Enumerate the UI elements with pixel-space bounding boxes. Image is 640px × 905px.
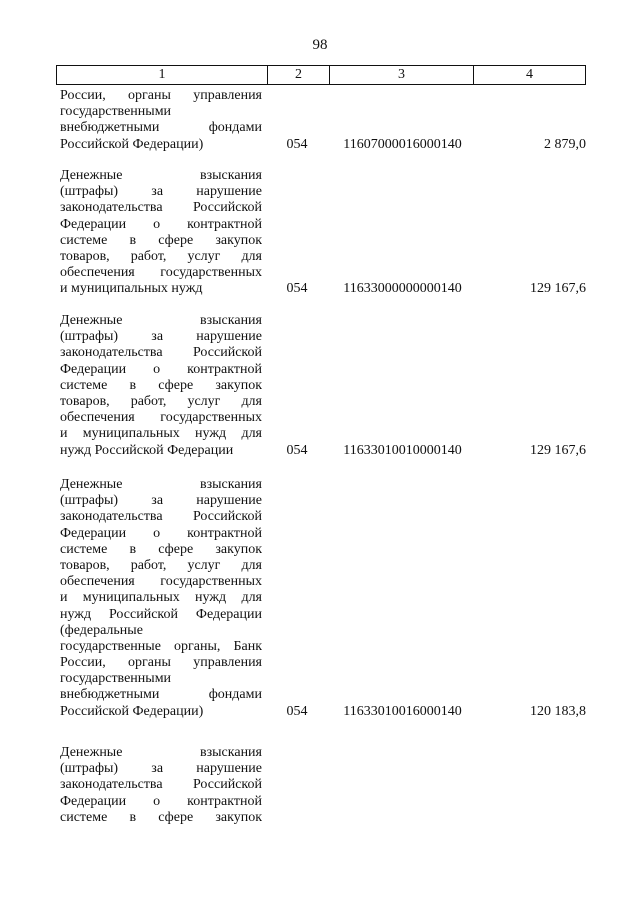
budget-class-code: 11633010016000140: [343, 703, 462, 719]
row-description: [60, 168, 262, 298]
description-line: России, органы управления: [60, 655, 262, 671]
description-line: товаров, работ, услуг для: [60, 248, 262, 264]
column-header-3: 3: [398, 67, 405, 82]
description-line: Денежные взыскания: [60, 745, 262, 760]
row-description: [60, 477, 262, 720]
column-header-row: [56, 65, 586, 85]
admin-code: 054: [286, 281, 308, 297]
description-line: Российской Федерации): [60, 703, 204, 719]
description-line: товаров, работ, услуг для: [60, 393, 262, 409]
description-line: системе в сфере закупок: [60, 809, 262, 825]
description-line: (штрафы) за нарушение: [60, 493, 262, 509]
description-line: обеспечения государственных: [60, 265, 262, 281]
description-line: государственные органы, Банк: [60, 638, 262, 654]
budget-class-code: 11633000000000140: [343, 281, 462, 297]
description-line: Денежные взыскания: [60, 168, 262, 183]
column-header-2: 2: [295, 67, 302, 82]
description-line: системе в сфере закупок: [60, 541, 262, 557]
description-line: России, органы управления: [60, 88, 262, 103]
description-line: и муниципальных нужд для: [60, 590, 262, 606]
row-description: [60, 88, 262, 153]
description-line: и муниципальных нужд: [60, 281, 203, 297]
description-line: (штрафы) за нарушение: [60, 329, 262, 345]
description-line: законодательства Российской: [60, 777, 262, 793]
description-line: государственными: [60, 104, 172, 120]
description-line: нужд Российской Федерации: [60, 442, 234, 458]
column-header-1: 1: [158, 67, 166, 82]
amount: 2 879,0: [544, 136, 586, 152]
admin-code: 054: [286, 442, 308, 458]
description-line: Денежные взыскания: [60, 313, 262, 328]
description-line: Федерации о контрактной: [60, 361, 262, 377]
description-line: законодательства Российской: [60, 345, 262, 361]
row-description: [60, 745, 262, 826]
description-line: Федерации о контрактной: [60, 525, 262, 541]
description-line: (федеральные: [60, 622, 143, 638]
amount: 129 167,6: [530, 442, 586, 458]
page-number: 98: [312, 37, 328, 53]
description-line: законодательства Российской: [60, 509, 262, 525]
description-line: внебюджетными фондами: [60, 687, 262, 703]
description-line: (штрафы) за нарушение: [60, 184, 262, 200]
budget-class-code: 11633010010000140: [343, 442, 462, 458]
description-line: Федерации о контрактной: [60, 793, 262, 809]
description-line: нужд Российской Федерации: [60, 606, 262, 622]
description-line: товаров, работ, услуг для: [60, 557, 262, 573]
description-line: обеспечения государственных: [60, 574, 262, 590]
description-line: внебюджетными фондами: [60, 120, 262, 136]
budget-class-code: 11607000016000140: [343, 136, 462, 152]
description-line: системе в сфере закупок: [60, 377, 262, 393]
description-line: Денежные взыскания: [60, 477, 262, 492]
amount: 120 183,8: [530, 703, 586, 719]
description-line: и муниципальных нужд для: [60, 426, 262, 442]
row-description: [60, 313, 262, 459]
description-line: (штрафы) за нарушение: [60, 761, 262, 777]
amount: 129 167,6: [530, 281, 586, 297]
description-line: системе в сфере закупок: [60, 232, 262, 248]
column-header-4: 4: [526, 67, 533, 82]
description-line: законодательства Российской: [60, 200, 262, 216]
description-line: Российской Федерации): [60, 136, 204, 152]
admin-code: 054: [286, 703, 308, 719]
admin-code: 054: [286, 136, 308, 152]
description-line: обеспечения государственных: [60, 410, 262, 426]
description-line: Федерации о контрактной: [60, 216, 262, 232]
description-line: государственными: [60, 671, 172, 687]
